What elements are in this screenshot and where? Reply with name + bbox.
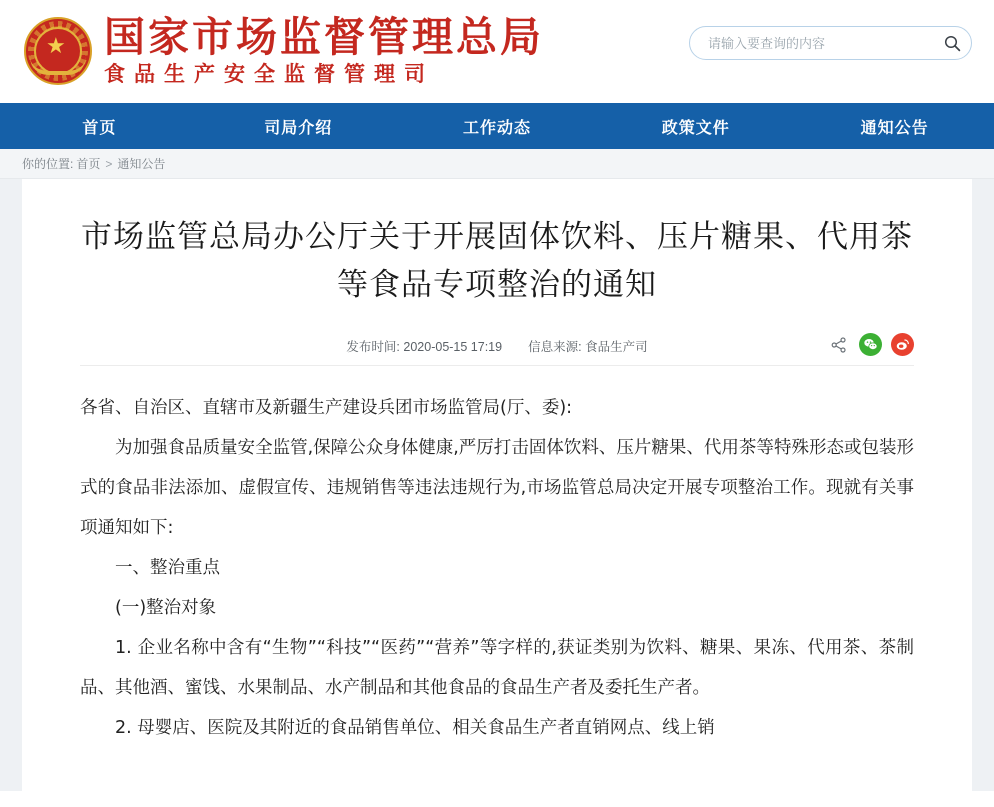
wechat-share-icon[interactable]: [859, 333, 882, 356]
weibo-share-icon[interactable]: [891, 333, 914, 356]
source-label: 信息来源:: [528, 340, 582, 354]
site-brand[interactable]: [22, 15, 544, 87]
article-body: [80, 388, 914, 748]
article-paragraph: 1. 企业名称中含有“生物”“科技”“医药”“营养”等字样的,获证类别为饮料、糖果、果冻、代用茶、茶制品、其他酒、蜜饯、水果制品、水产制品和其他食品的食品生产者及委托生产者。: [80, 638, 914, 698]
article-paragraph: (一)整治对象: [115, 598, 217, 618]
article-paragraph: 各省、自治区、直辖市及新疆生产建设兵团市场监管局(厅、委):: [80, 398, 573, 418]
article-paragraph: 为加强食品质量安全监管,保障公众身体健康,严厉打击固体饮料、压片糖果、代用茶等特殊形态或包装形式的食品非法添加、虚假宣传、违规销售等违法违规行为,市场监管总局决定开展专项整治工作。现就有关事项通知如下:: [80, 438, 914, 538]
brand-subtitle: 食品生产安全监督管理司: [104, 62, 434, 86]
article-meta: [80, 331, 914, 365]
share-nodes-icon: [831, 337, 847, 353]
share-icon[interactable]: [828, 334, 850, 356]
site-header: [0, 0, 994, 103]
national-emblem-icon: ★: [22, 15, 94, 87]
publish-time-label: 发布时间:: [346, 340, 400, 354]
page-title: 市场监管总局办公厅关于开展固体饮料、压片糖果、代用茶等食品专项整治的通知: [81, 219, 913, 303]
article-paragraph: 2. 母婴店、医院及其附近的食品销售单位、相关食品生产者直销网点、线上销: [115, 718, 715, 738]
share-row[interactable]: [828, 333, 914, 356]
brand-title: 国家市场监督管理总局: [104, 13, 544, 61]
breadcrumb-item-notices[interactable]: 通知公告: [117, 157, 166, 171]
breadcrumb-label: 你的位置:: [22, 157, 74, 171]
breadcrumb-separator: >: [105, 156, 113, 171]
search-box[interactable]: [689, 26, 972, 60]
main-nav[interactable]: [0, 103, 994, 149]
meta-divider: [80, 365, 914, 366]
breadcrumb-item-home[interactable]: 首页: [76, 157, 101, 171]
search-icon: [944, 35, 961, 52]
article-card: [22, 179, 972, 791]
wechat-glyph-icon: [863, 337, 878, 352]
source-value: 食品生产司: [585, 340, 648, 354]
nav-item-work-updates[interactable]: 工作动态: [462, 117, 531, 137]
nav-item-home[interactable]: 首页: [82, 117, 117, 137]
nav-item-department-intro[interactable]: 司局介绍: [264, 117, 333, 137]
nav-item-policy-documents[interactable]: 政策文件: [661, 117, 730, 137]
weibo-glyph-icon: [895, 337, 910, 352]
article-paragraph: 一、整治重点: [115, 558, 220, 578]
search-button[interactable]: [939, 30, 965, 56]
publish-time: [346, 337, 502, 355]
page-body: [0, 179, 994, 791]
search-input[interactable]: [706, 35, 939, 52]
publish-time-value: 2020-05-15 17:19: [403, 340, 503, 354]
nav-item-notices[interactable]: 通知公告: [860, 117, 929, 137]
breadcrumb: [0, 149, 994, 179]
source: [528, 337, 647, 355]
